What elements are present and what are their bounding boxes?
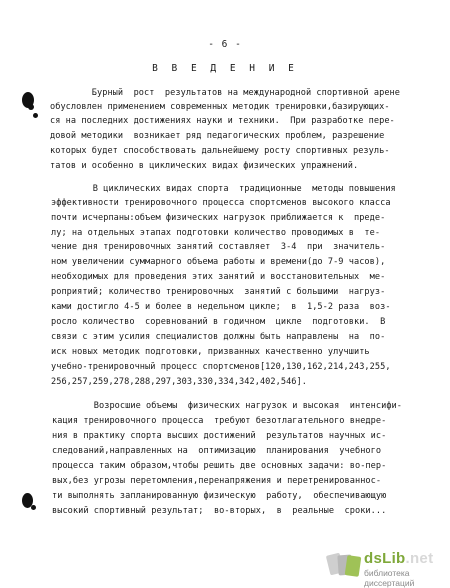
body-line: высокий спортивный результат; во-вторых, в реальные сроки...: [52, 506, 387, 516]
body-line: процесса таким образом,чтобы решить две основных задачи: во-пер-: [52, 461, 387, 471]
body-line: роприятий; количество тренировочных занятий с большими нагруз-: [51, 287, 386, 297]
body-line: ти выполнять запланированную физическую работу, обеспечивающую: [52, 491, 387, 501]
watermark-caption: библиотека диссертаций: [364, 568, 415, 588]
watermark-site-name: [364, 550, 433, 567]
body-line: ном увеличении суммарного объема работы и времени(до 7-9 часов),: [51, 257, 386, 267]
body-line: кация тренировочного процесса требуют безотлагательного внедре-: [52, 416, 387, 426]
body-line: ся на последних достижениях науки и техники. При разработке пере-: [50, 116, 395, 126]
body-line: В циклических видах спорта традиционные методы повышения: [51, 184, 396, 194]
page-number: - 6 -: [208, 39, 242, 50]
body-line: иск новых методик подготовки, призванных качественно улучшить: [51, 347, 370, 357]
body-line: ками достигло 4-5 и более в недельном цикле; в 1,5-2 раза воз-: [51, 302, 391, 312]
body-line: эффективности тренировочного процесса спортсменов высокого класса: [51, 198, 391, 208]
body-line: татов и особенно в циклических видах физических упражнений.: [50, 161, 359, 171]
body-line: Бурный рост результатов на международной спортивной арене: [50, 88, 400, 98]
body-line: 256,257,259,278,288,297,303,330,334,342,402,546].: [51, 377, 307, 387]
site-watermark[interactable]: [322, 548, 450, 588]
punch-hole-mark: [28, 104, 34, 110]
body-line: росло количество соревнований в годичном цикле подготовки. В: [51, 317, 386, 327]
body-line: лу; на отдельных этапах подготовки количество проводимых в те-: [51, 228, 381, 238]
body-line: довой методики возникает ряд педагогических проблем, разрешение: [50, 131, 385, 141]
punch-hole-mark: [33, 113, 38, 118]
book-stack-icon: [324, 550, 364, 580]
section-heading: В В Е Д Е Н И Е: [152, 63, 298, 74]
body-line: необходимых для проведения этих занятий и восстановительных ме-: [51, 272, 386, 282]
body-line: почти исчерпаны:объем физических нагрузок приближается к преде-: [51, 213, 386, 223]
body-line: которых будет способствовать дальнейшему росту спортивных резуль-: [50, 146, 390, 156]
body-line: связи с этим усилия специалистов должны быть направлены на по-: [51, 332, 386, 342]
watermark-site-tld: .net: [405, 550, 434, 567]
body-line: учебно-тренировочный процесс спортсменов[120,130,162,214,243,255,: [51, 362, 391, 372]
body-line: обусловлен применением современных методик тренировки,базирующих-: [50, 102, 390, 112]
punch-hole-mark: [31, 505, 36, 510]
body-line: следований,направленных на оптимизацию планирования учебного: [52, 446, 382, 456]
body-line: Возросшие объемы физических нагрузок и высокая интенсифи-: [52, 401, 402, 411]
body-line: чение дня тренировочных занятий составляет 3-4 при значитель-: [51, 242, 386, 252]
watermark-site-main: dsLib: [364, 550, 406, 567]
body-line: ния в практику спорта высших достижений результатов научных ис-: [52, 431, 387, 441]
body-line: вых,без угрозы перетомления,перенапряжения и перетренированнос-: [52, 476, 382, 486]
